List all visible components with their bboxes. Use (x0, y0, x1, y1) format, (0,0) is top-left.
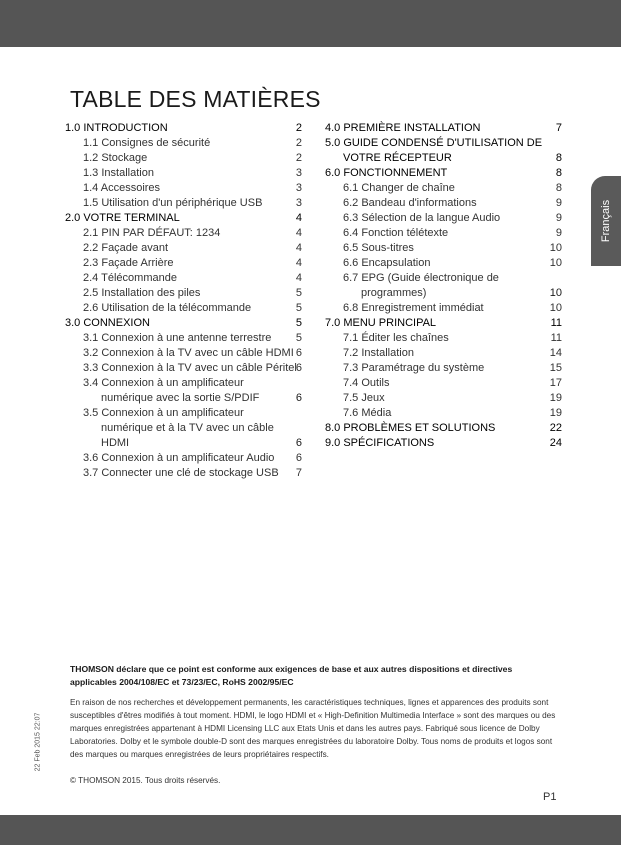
toc-entry-page: 8 (555, 182, 562, 194)
toc-entry (65, 226, 302, 241)
toc-entry-label: numérique avec la sortie S/PDIF (101, 392, 260, 404)
toc-entry-page: 4 (295, 212, 302, 224)
toc-entry-page: 6 (295, 452, 302, 464)
toc-entry-label: 1.3 Installation (83, 167, 154, 179)
toc-entry-page: 10 (549, 302, 562, 314)
toc-entry-label: 6.0 FONCTIONNEMENT (325, 167, 448, 179)
toc-entry-page: 3 (295, 167, 302, 179)
toc-entry (325, 391, 562, 406)
toc-entry-label: 6.1 Changer de chaîne (343, 182, 455, 194)
toc-entry (325, 256, 562, 271)
toc-entry-label: 8.0 PROBLÈMES ET SOLUTIONS (325, 422, 496, 434)
toc-entry-page: 8 (555, 167, 562, 179)
toc-entry-label: 1.0 INTRODUCTION (65, 122, 168, 134)
toc-entry-page: 8 (555, 152, 562, 164)
toc-entry-page: 9 (555, 227, 562, 239)
page-number: P1 (543, 791, 557, 803)
toc-entry (325, 301, 562, 316)
legal-notice: En raison de nos recherches et développement permanents, les caractéristiques techniques, lignes et apparences des produits sont susceptibles d'êtres modifiés à tout moment. HDMI, le logo HDMI et « High-Definition Multimedia Interface » sont des marques ou des marques enregistrées appartenant à HDMI Licensing LLC aux Etats Unis et dans les autres pays. Fabriqué sous licence de Dolby Laboratories. Dolby et le symbole double-D sont des marques enregistrées du laboratoire Dolby. Tous noms de produits et logos sont des marques ou marques enregistrées de leurs propriétaires respectifs. (70, 698, 556, 759)
toc-entry-label: 6.4 Fonction télétexte (343, 227, 449, 239)
toc-section-entry (65, 211, 302, 226)
toc-entry-label: 9.0 SPÉCIFICATIONS (325, 437, 435, 449)
toc-entry-label: 2.0 VOTRE TERMINAL (65, 212, 180, 224)
toc-entry (65, 376, 302, 391)
toc-entry-label: 7.5 Jeux (343, 392, 385, 404)
toc-entry (65, 181, 302, 196)
bottom-banner (0, 815, 621, 845)
toc-entry-label: 6.7 EPG (Guide électronique de (343, 272, 499, 284)
toc-entry (325, 376, 562, 391)
toc-entry-page: 22 (549, 422, 562, 434)
toc-entry-page: 3 (295, 182, 302, 194)
toc-entry-label: 6.3 Sélection de la langue Audio (343, 212, 501, 224)
toc-entry-page: 6 (295, 362, 302, 374)
toc-entry-page: 9 (555, 197, 562, 209)
toc-entry-page: 7 (555, 122, 562, 134)
copyright-notice: © THOMSON 2015. Tous droits réservés. (70, 776, 221, 785)
toc-entry (325, 331, 562, 346)
toc-entry-label: 2.1 PIN PAR DÉFAUT: 1234 (83, 227, 221, 239)
toc-entry-label: 3.4 Connexion à un amplificateur (83, 377, 244, 389)
toc-entry (325, 196, 562, 211)
toc-section-entry (325, 316, 562, 331)
page-title: TABLE DES MATIÈRES (70, 86, 321, 112)
toc-entry-page: 4 (295, 257, 302, 269)
toc-entry-page: 3 (295, 197, 302, 209)
toc-entry-label: 2.4 Télécommande (83, 272, 177, 284)
toc-entry-label: 6.5 Sous-titres (343, 242, 414, 254)
toc-entry-label: 3.0 CONNEXION (65, 317, 150, 329)
language-tab-label: Français (600, 199, 612, 243)
toc-entry-label: 3.6 Connexion à un amplificateur Audio (83, 452, 275, 464)
toc-entry-page: 10 (549, 257, 562, 269)
toc-entry (325, 346, 562, 361)
toc-entry-label: 2.6 Utilisation de la télécommande (83, 302, 252, 314)
toc-entry-label: 4.0 PREMIÈRE INSTALLATION (325, 122, 481, 134)
toc-section-entry (325, 166, 562, 181)
toc-entry (65, 286, 302, 301)
toc-entry-page: 19 (549, 407, 562, 419)
conformity-declaration: THOMSON déclare que ce point est conforme aux exigences de base et aux autres dispositions et directives applicables 2004/108/EC et 73/23/EC, RoHS 2002/95/EC (70, 664, 513, 687)
toc-entry-page: 6 (295, 347, 302, 359)
toc-entry (325, 406, 562, 421)
top-banner (0, 0, 621, 47)
toc-entry (65, 151, 302, 166)
toc-entry-page: 7 (295, 467, 302, 479)
toc-entry-page: 15 (549, 362, 562, 374)
toc-entry-label: programmes) (361, 287, 427, 299)
toc-entry (65, 256, 302, 271)
toc-entry (65, 391, 302, 406)
toc-entry (325, 226, 562, 241)
toc-section-entry (325, 421, 562, 436)
toc-entry-page: 5 (295, 302, 302, 314)
toc-entry-label: 6.2 Bandeau d'informations (343, 197, 477, 209)
toc-entry (325, 211, 562, 226)
toc-entry-label: 3.2 Connexion à la TV avec un câble HDMI (83, 347, 294, 359)
toc-entry (65, 436, 302, 451)
toc-entry-label: 3.1 Connexion à une antenne terrestre (83, 332, 272, 344)
toc-entry-page: 17 (549, 377, 562, 389)
toc-entry (65, 271, 302, 286)
toc-entry-label: 7.0 MENU PRINCIPAL (325, 317, 437, 329)
toc-entry (65, 301, 302, 316)
toc-entry (65, 331, 302, 346)
toc-entry-label: 7.2 Installation (343, 347, 414, 359)
toc-entry-label: 7.6 Média (343, 407, 392, 419)
toc-entry (65, 196, 302, 211)
toc-entry-label: 5.0 GUIDE CONDENSÉ D'UTILISATION DE (325, 137, 543, 149)
print-date: 22 Feb 2015 22:07 (34, 712, 42, 772)
toc-entry-label: VOTRE RÉCEPTEUR (343, 152, 452, 164)
language-tab (591, 176, 621, 266)
toc-entry (325, 271, 562, 286)
toc-entry-page: 24 (549, 437, 562, 449)
toc-entry-page: 2 (295, 137, 302, 149)
toc-entry-page: 10 (549, 242, 562, 254)
toc-section-entry (325, 121, 562, 136)
toc-entry (325, 286, 562, 301)
toc-entry-page: 5 (295, 287, 302, 299)
toc-entry (325, 181, 562, 196)
toc-entry-label: 1.2 Stockage (83, 152, 148, 164)
toc-entry-page: 19 (549, 392, 562, 404)
toc-entry-label: HDMI (101, 437, 130, 449)
toc-entry-label: 1.4 Accessoires (83, 182, 161, 194)
toc-entry-label: 2.2 Façade avant (83, 242, 169, 254)
toc-entry-label: 6.6 Encapsulation (343, 257, 431, 269)
toc-entry (65, 421, 302, 436)
toc-entry-page: 4 (295, 227, 302, 239)
toc-entry-page: 14 (549, 347, 562, 359)
toc-section-entry (65, 121, 302, 136)
toc-entry-label: 3.5 Connexion à un amplificateur (83, 407, 244, 419)
toc-entry-page: 11 (550, 317, 562, 329)
toc-entry (65, 166, 302, 181)
toc-entry (65, 346, 302, 361)
toc-entry-page: 2 (295, 122, 302, 134)
toc-entry-label: 3.3 Connexion à la TV avec un câble Péritel (83, 362, 297, 374)
toc-entry-page: 11 (550, 332, 562, 344)
toc-entry-label: 6.8 Enregistrement immédiat (343, 302, 484, 314)
toc-entry-label: numérique et à la TV avec un câble (101, 422, 274, 434)
toc-entry-page: 5 (295, 332, 302, 344)
toc-entry (325, 241, 562, 256)
toc-entry-page: 4 (295, 272, 302, 284)
toc-entry (65, 241, 302, 256)
toc-entry-page: 10 (549, 287, 562, 299)
toc-column-right (325, 121, 562, 451)
toc-section-entry (325, 136, 562, 151)
toc-entry-label: 7.3 Paramétrage du système (343, 362, 485, 374)
toc-entry (65, 136, 302, 151)
toc-entry (65, 466, 302, 481)
toc-section-entry (325, 151, 562, 166)
toc-entry (325, 361, 562, 376)
toc-entry-page: 4 (295, 242, 302, 254)
toc-entry-label: 1.1 Consignes de sécurité (83, 137, 211, 149)
toc-entry-label: 2.5 Installation des piles (83, 287, 201, 299)
toc-entry-label: 3.7 Connecter une clé de stockage USB (83, 467, 279, 479)
toc-entry (65, 406, 302, 421)
toc-entry-page: 6 (295, 437, 302, 449)
toc-entry-label: 7.4 Outils (343, 377, 390, 389)
toc-entry-label: 1.5 Utilisation d'un périphérique USB (83, 197, 263, 209)
toc-entry-label: 7.1 Éditer les chaînes (343, 332, 449, 344)
toc-entry (65, 361, 302, 376)
toc-entry-page: 2 (295, 152, 302, 164)
toc-entry (65, 451, 302, 466)
toc-entry-page: 5 (295, 317, 302, 329)
toc-section-entry (65, 316, 302, 331)
toc-column-left (65, 121, 302, 481)
toc-entry-page: 6 (295, 392, 302, 404)
toc-entry-page: 9 (555, 212, 562, 224)
toc-section-entry (325, 436, 562, 451)
toc-entry-label: 2.3 Façade Arrière (83, 257, 174, 269)
